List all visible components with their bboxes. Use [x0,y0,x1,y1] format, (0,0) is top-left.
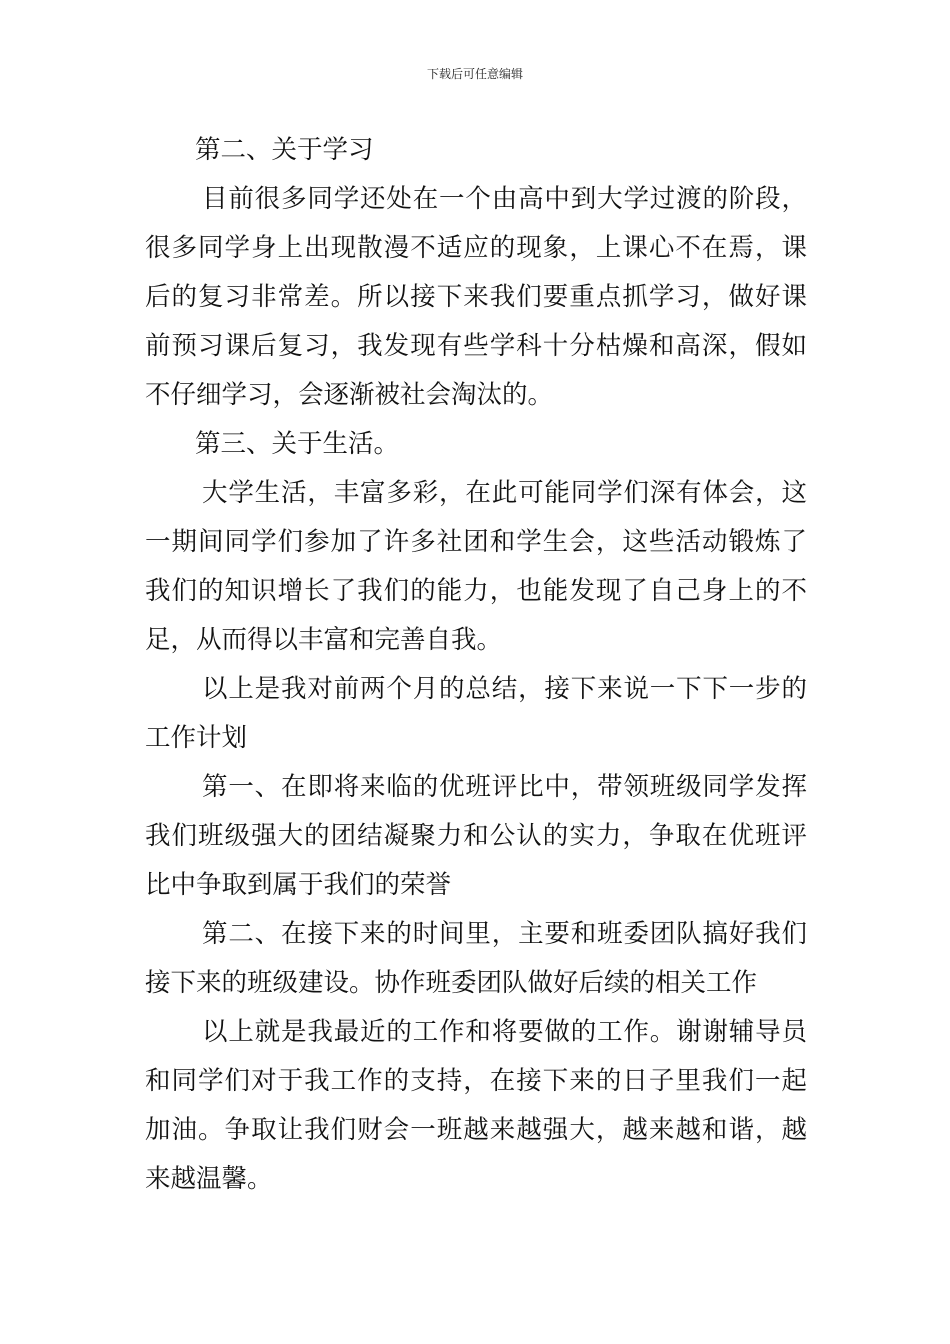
paragraph-closing: 以上就是我最近的工作和将要做的工作。谢谢辅导员和同学们对于我工作的支持，在接下来的日子里我们一起加油。争取让我们财会一班越来越强大，越来越和谐，越来越温馨。 [145,1017,807,1194]
paragraph-plan-second: 第二、在接下来的时间里，主要和班委团队搞好我们接下来的班级建设。协作班委团队做好后续的相关工作 [145,919,807,998]
document-body [145,126,807,1204]
section-heading-life: 第三、关于生活。 [195,429,400,459]
paragraph-study: 目前很多同学还处在一个由高中到大学过渡的阶段，很多同学身上出现散漫不适应的现象，上课心不在焉，课后的复习非常差。所以接下来我们要重点抓学习，做好课前预习课后复习，我发现有些学科十分枯燥和高深，假如不仔细学习，会逐渐被社会淘汰的。 [145,184,807,410]
section-heading-study: 第二、关于学习 [195,135,374,165]
page-header: 下载后可任意编辑 [426,67,523,81]
paragraph-summary: 以上是我对前两个月的总结，接下来说一下下一步的工作计划 [145,674,807,753]
paragraph-life: 大学生活，丰富多彩，在此可能同学们深有体会，这一期间同学们参加了许多社团和学生会，这些活动锻炼了我们的知识增长了我们的能力，也能发现了自己身上的不足，从而得以丰富和完善自我。 [145,478,807,655]
paragraph-plan-first: 第一、在即将来临的优班评比中，带领班级同学发挥我们班级强大的团结凝聚力和公认的实力，争取在优班评比中争取到属于我们的荣誉 [145,772,807,900]
